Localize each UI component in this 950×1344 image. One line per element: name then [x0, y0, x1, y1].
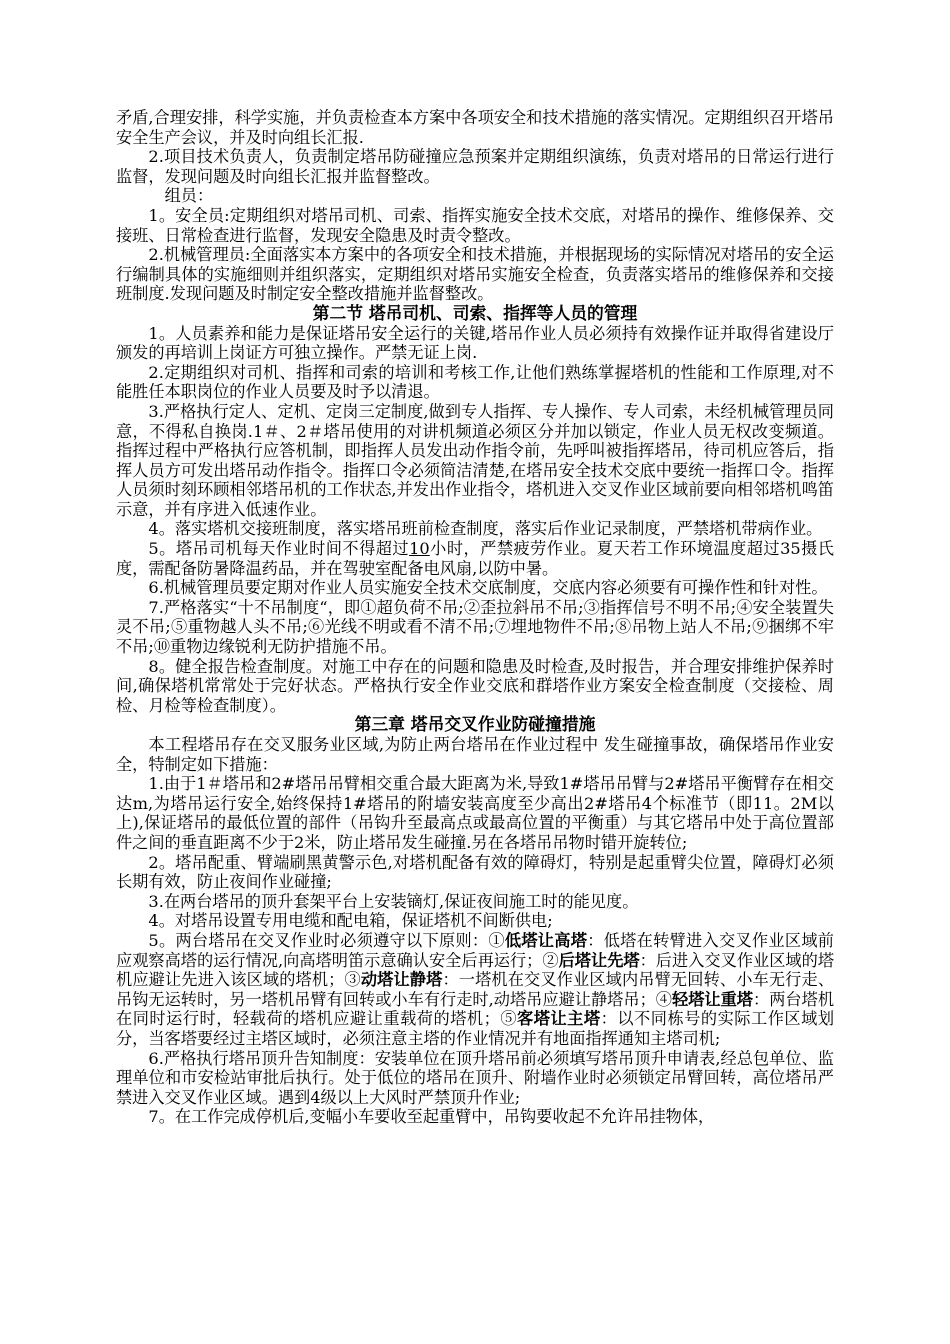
- section-2-item-6: 6.机械管理员要定期对作业人员实施安全技术交底制度，交底内容必须要有可操作性和针对性。: [148, 578, 828, 598]
- section-2-item-7: 7.严格落实“十不吊制度“，即①超负荷不吊;②歪拉斜吊不吊;③指挥信号不明不吊;④安全装置失灵不吊;⑤重物越人头不吊;⑥光线不明或看不清不吊;⑦埋地物件不吊;⑧吊物上站人不吊;⑨捆绑不牢不吊;⑩重物边缘锐利无防护措施不吊。: [116, 597, 834, 657]
- paragraph-members-label: 组员：: [164, 186, 214, 206]
- chapter-3-item-5: [116, 931, 834, 1049]
- chapter-3-item-4: 4。对塔吊设置专用电缆和配电箱，保证塔机不间断供电;: [148, 911, 553, 931]
- section-2-item-8: 8。健全报告检查制度。对施工中存在的问题和隐患及时检查,及时报告，并合理安排维护保养时间,确保塔机常常处于完好状态。严格执行安全作业交底和群塔作业方案安全检查制度（交接检、周检、月检等检查制度）。: [116, 656, 834, 715]
- item-5-part-6: ：以不同栋号的实际工作区域划分，当客塔要经过主塔区域时，必须注意主塔的作业情况并有地面指挥通知主塔司机;: [116, 1009, 835, 1048]
- section-2-item-1: 1。人员素养和能力是保证塔吊安全运行的关键,塔吊作业人员必须持有效操作证并取得省建设厅颁发的再培训上岗证方可独立操作。严禁无证上岗.: [116, 323, 834, 363]
- paragraph-safety-officer: 1。安全员:定期组织对塔吊司机、司索、指挥实施安全技术交底，对塔吊的操作、维修保养、交接班、日常检查进行监督，发现安全隐患及时责令整改。: [116, 205, 834, 245]
- chapter-3-intro: 本工程塔吊存在交叉服务业区域,为防止两台塔吊在作业过程中 发生碰撞事故，确保塔吊作业安全，特制定如下措施：: [116, 735, 834, 774]
- rule-low-yields-high: 低塔让高塔: [504, 930, 588, 950]
- section-2-item-2: 2.定期组织对司机、指挥和司索的培训和考核工作,让他们熟练掌握塔机的性能和工作原理,对不能胜任本职岗位的作业人员要及时予以清退。: [116, 362, 834, 402]
- section-2-item-4: 4。落实塔机交接班制度，落实塔吊班前检查制度，落实后作业记录制度，严禁塔机带病作业。: [148, 519, 823, 539]
- section-2-heading: 第二节 塔吊司机、司索、指挥等人员的管理: [312, 302, 638, 323]
- chapter-3-item-6: 6.严格执行塔吊顶升告知制度：安装单位在顶升塔吊前必须填写塔吊顶升申请表,经总包单位、监理单位和市安检站审批后执行。处于低位的塔吊在顶升、附墙作业时必须锁定吊臂回转，高位塔吊严禁进入交叉作业区域。遇到4级以上大风时严禁顶升作业;: [116, 1048, 834, 1107]
- item-5-part-3: ：后进入交叉作业区域的塔机应避让先进入该区域的塔机；③: [116, 950, 835, 990]
- chapter-3-item-1: 1.由于1＃塔吊和2#塔吊吊臂相交重合最大距离为米,导致1#塔吊吊臂与2#塔吊平衡臂存在相交达m,为塔吊运行安全,始终保持1#塔吊的附墙安装高度至少高出2#塔吊4个标准节（即11。2M以上),保证塔吊的最低位置的部件（吊钩升至最高点或最高位置的平衡重）与其它塔吊中处于高位置部件之间的垂直距离不少于2米，防止塔吊发生碰撞.另在各塔吊吊物时错开旋转位;: [116, 774, 834, 852]
- chapter-3-item-7: 7。在工作完成停机后,变幅小车要收至起重臂中，吊钩要收起不允许吊挂物体，: [148, 1107, 715, 1127]
- chapter-3-heading: 第三章 塔吊交叉作业防碰撞措施: [354, 714, 596, 735]
- paragraph-machine-manager: 2.机械管理员:全面落实本方案中的各项安全和技术措施，并根据现场的实际情况对塔吊的安全运行编制具体的实施细则并组织落实，定期组织对塔吊实施安全检查，负责落实塔吊的维修保养和交接班制度.发现问题及时制定安全整改措施并监督整改。: [116, 245, 834, 304]
- item-5-text-b: 小时，严禁疲劳作业。夏天若工作环境温度超过35摄氏度，需配备防暑降温药品，并在驾驶室配备电风扇,以防中暑。: [116, 539, 834, 578]
- rule-later-yields-earlier: 后塔让先塔: [558, 950, 640, 970]
- item-5-text-a: 5。塔吊司机每天作业时间不得超过: [148, 539, 410, 559]
- document-page: [116, 108, 834, 1127]
- rule-light-yields-heavy: 轻塔让重塔: [672, 989, 754, 1009]
- rule-guest-yields-host: 客塔让主塔: [517, 1009, 601, 1029]
- section-2-item-5: [116, 539, 834, 578]
- paragraph-tech-lead: 2.项目技术负责人，负责制定塔吊防碰撞应急预案并定期组织演练，负责对塔吊的日常运行进行监督，发现问题及时向组长汇报并监督整改。: [116, 147, 834, 186]
- chapter-3-item-3: 3.在两台塔吊的顶升套架平台上安装镝灯,保证夜间施工时的能见度。: [148, 891, 639, 911]
- chapter-3-item-2: 2。塔吊配重、臂端刷黑黄警示色,对塔机配备有效的障碍灯，特别是起重臂尖位置，障碍灯必须长期有效，防止夜间作业碰撞;: [116, 852, 834, 892]
- item-5-part-4: ：一塔机在交叉作业区域内吊臂无回转、小车无行走、吊钩无运转时，另一塔机吊臂有回转或小车有行走时,动塔吊应避让静塔吊；④: [116, 970, 835, 1009]
- item-5-part-5: ：两台塔机在同时运行时，轻载荷的塔机应避让重载荷的塔机；⑤: [116, 989, 835, 1029]
- section-2-item-3: 3.严格执行定人、定机、定岗三定制度,做到专人指挥、专人操作、专人司索，未经机械管理员同意，不得私自换岗.1＃、2＃塔吊使用的对讲机频道必须区分并加以锁定，作业人员无权改变频道。指挥过程中严格执行应答机制，即指挥人员发出动作指令前，先呼叫被指挥塔吊，待司机应答后，指挥人员方可发出塔吊动作指令。指挥口令必须简洁清楚,在塔吊安全技术交底中要统一指挥口令。指挥人员须时刻环顾相邻塔吊机的工作状态,并发出作业指令，塔机进入交叉作业区域前要向相邻塔机鸣笛示意，并有序进入低速作业。: [116, 401, 834, 519]
- item-5-part-1: 5。两台塔吊在交叉作业时必须遵守以下原则：①: [148, 930, 505, 950]
- item-5-part-2: ：低塔在转臂进入交叉作业区域前应观察高塔的运行情况,向高塔明笛示意确认安全后再运行；②: [116, 930, 834, 970]
- paragraph-intro: 矛盾,合理安排，科学实施，并负责检查本方案中各项安全和技术措施的落实情况。定期组织召开塔吊安全生产会议，并及时向组长汇报.: [116, 108, 834, 147]
- rule-moving-yields-static: 动塔让静塔: [360, 970, 443, 990]
- item-5-hours: 10: [409, 539, 430, 559]
